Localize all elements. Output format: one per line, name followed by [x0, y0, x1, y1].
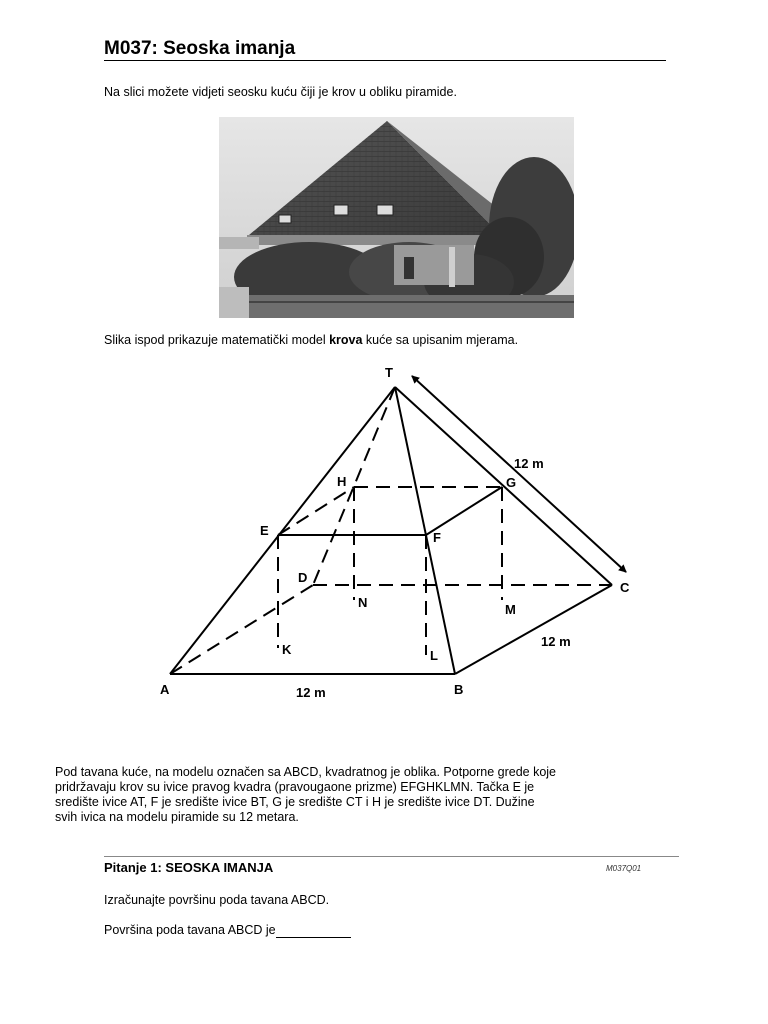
question-title: Pitanje 1: SEOSKA IMANJA: [104, 860, 274, 875]
measure-arrow-tc: [412, 376, 626, 572]
label-b: B: [454, 682, 464, 697]
label-a: A: [160, 682, 170, 697]
label-t: T: [385, 365, 393, 380]
description-line: svih ivica na modelu piramide su 12 metara.: [55, 810, 299, 824]
page-title: M037: Seoska imanja: [104, 38, 666, 61]
model-caption-before: Slika ispod prikazuje matematički model: [104, 333, 330, 347]
label-m: M: [505, 602, 516, 617]
label-h: H: [337, 474, 347, 489]
edge-fg: [426, 487, 502, 535]
measure-ab: 12 m: [296, 685, 326, 700]
answer-blank[interactable]: [276, 925, 351, 938]
model-caption-bold: krova: [329, 333, 363, 347]
edge-bc: [455, 585, 612, 674]
label-n: N: [358, 595, 368, 610]
question-text: Izračunajte površinu poda tavana ABCD.: [104, 893, 330, 907]
description-line: Pod tavana kuće, na modelu označen sa ABCD, kvadratnog je oblika. Potporne grede koje: [55, 765, 557, 779]
description-line: pridržavaju krov su ivice pravog kvadra (pravougaone prizme) EFGHKLMN. Tačka E je: [55, 780, 535, 794]
measure-bc: 12 m: [541, 634, 571, 649]
model-caption: [104, 333, 518, 348]
label-l: L: [430, 648, 438, 663]
house-photo: [219, 117, 574, 318]
edge-ta: [170, 387, 395, 674]
pyramid-diagram: [150, 360, 650, 705]
model-caption-after: kuće sa upisanim mjerama.: [362, 333, 519, 347]
question-divider: [104, 856, 679, 857]
label-c: C: [620, 580, 630, 595]
problem-description: [55, 765, 655, 825]
label-g: G: [506, 475, 517, 490]
label-k: K: [282, 642, 292, 657]
measure-tc: 12 m: [514, 456, 544, 471]
label-e: E: [260, 523, 269, 538]
label-f: F: [433, 530, 441, 545]
edge-ad: [170, 585, 313, 674]
description-line: središte ivice AT, F je središte ivice BT, G je središte CT i H je središte ivice DT. Dužine: [55, 795, 535, 809]
answer-line: [104, 923, 351, 938]
question-code: M037Q01: [606, 864, 642, 873]
intro-text: Na slici možete vidjeti seosku kuću čiji je krov u obliku piramide.: [104, 85, 457, 99]
label-d: D: [298, 570, 308, 585]
answer-label: Površina poda tavana ABCD je: [104, 923, 276, 937]
